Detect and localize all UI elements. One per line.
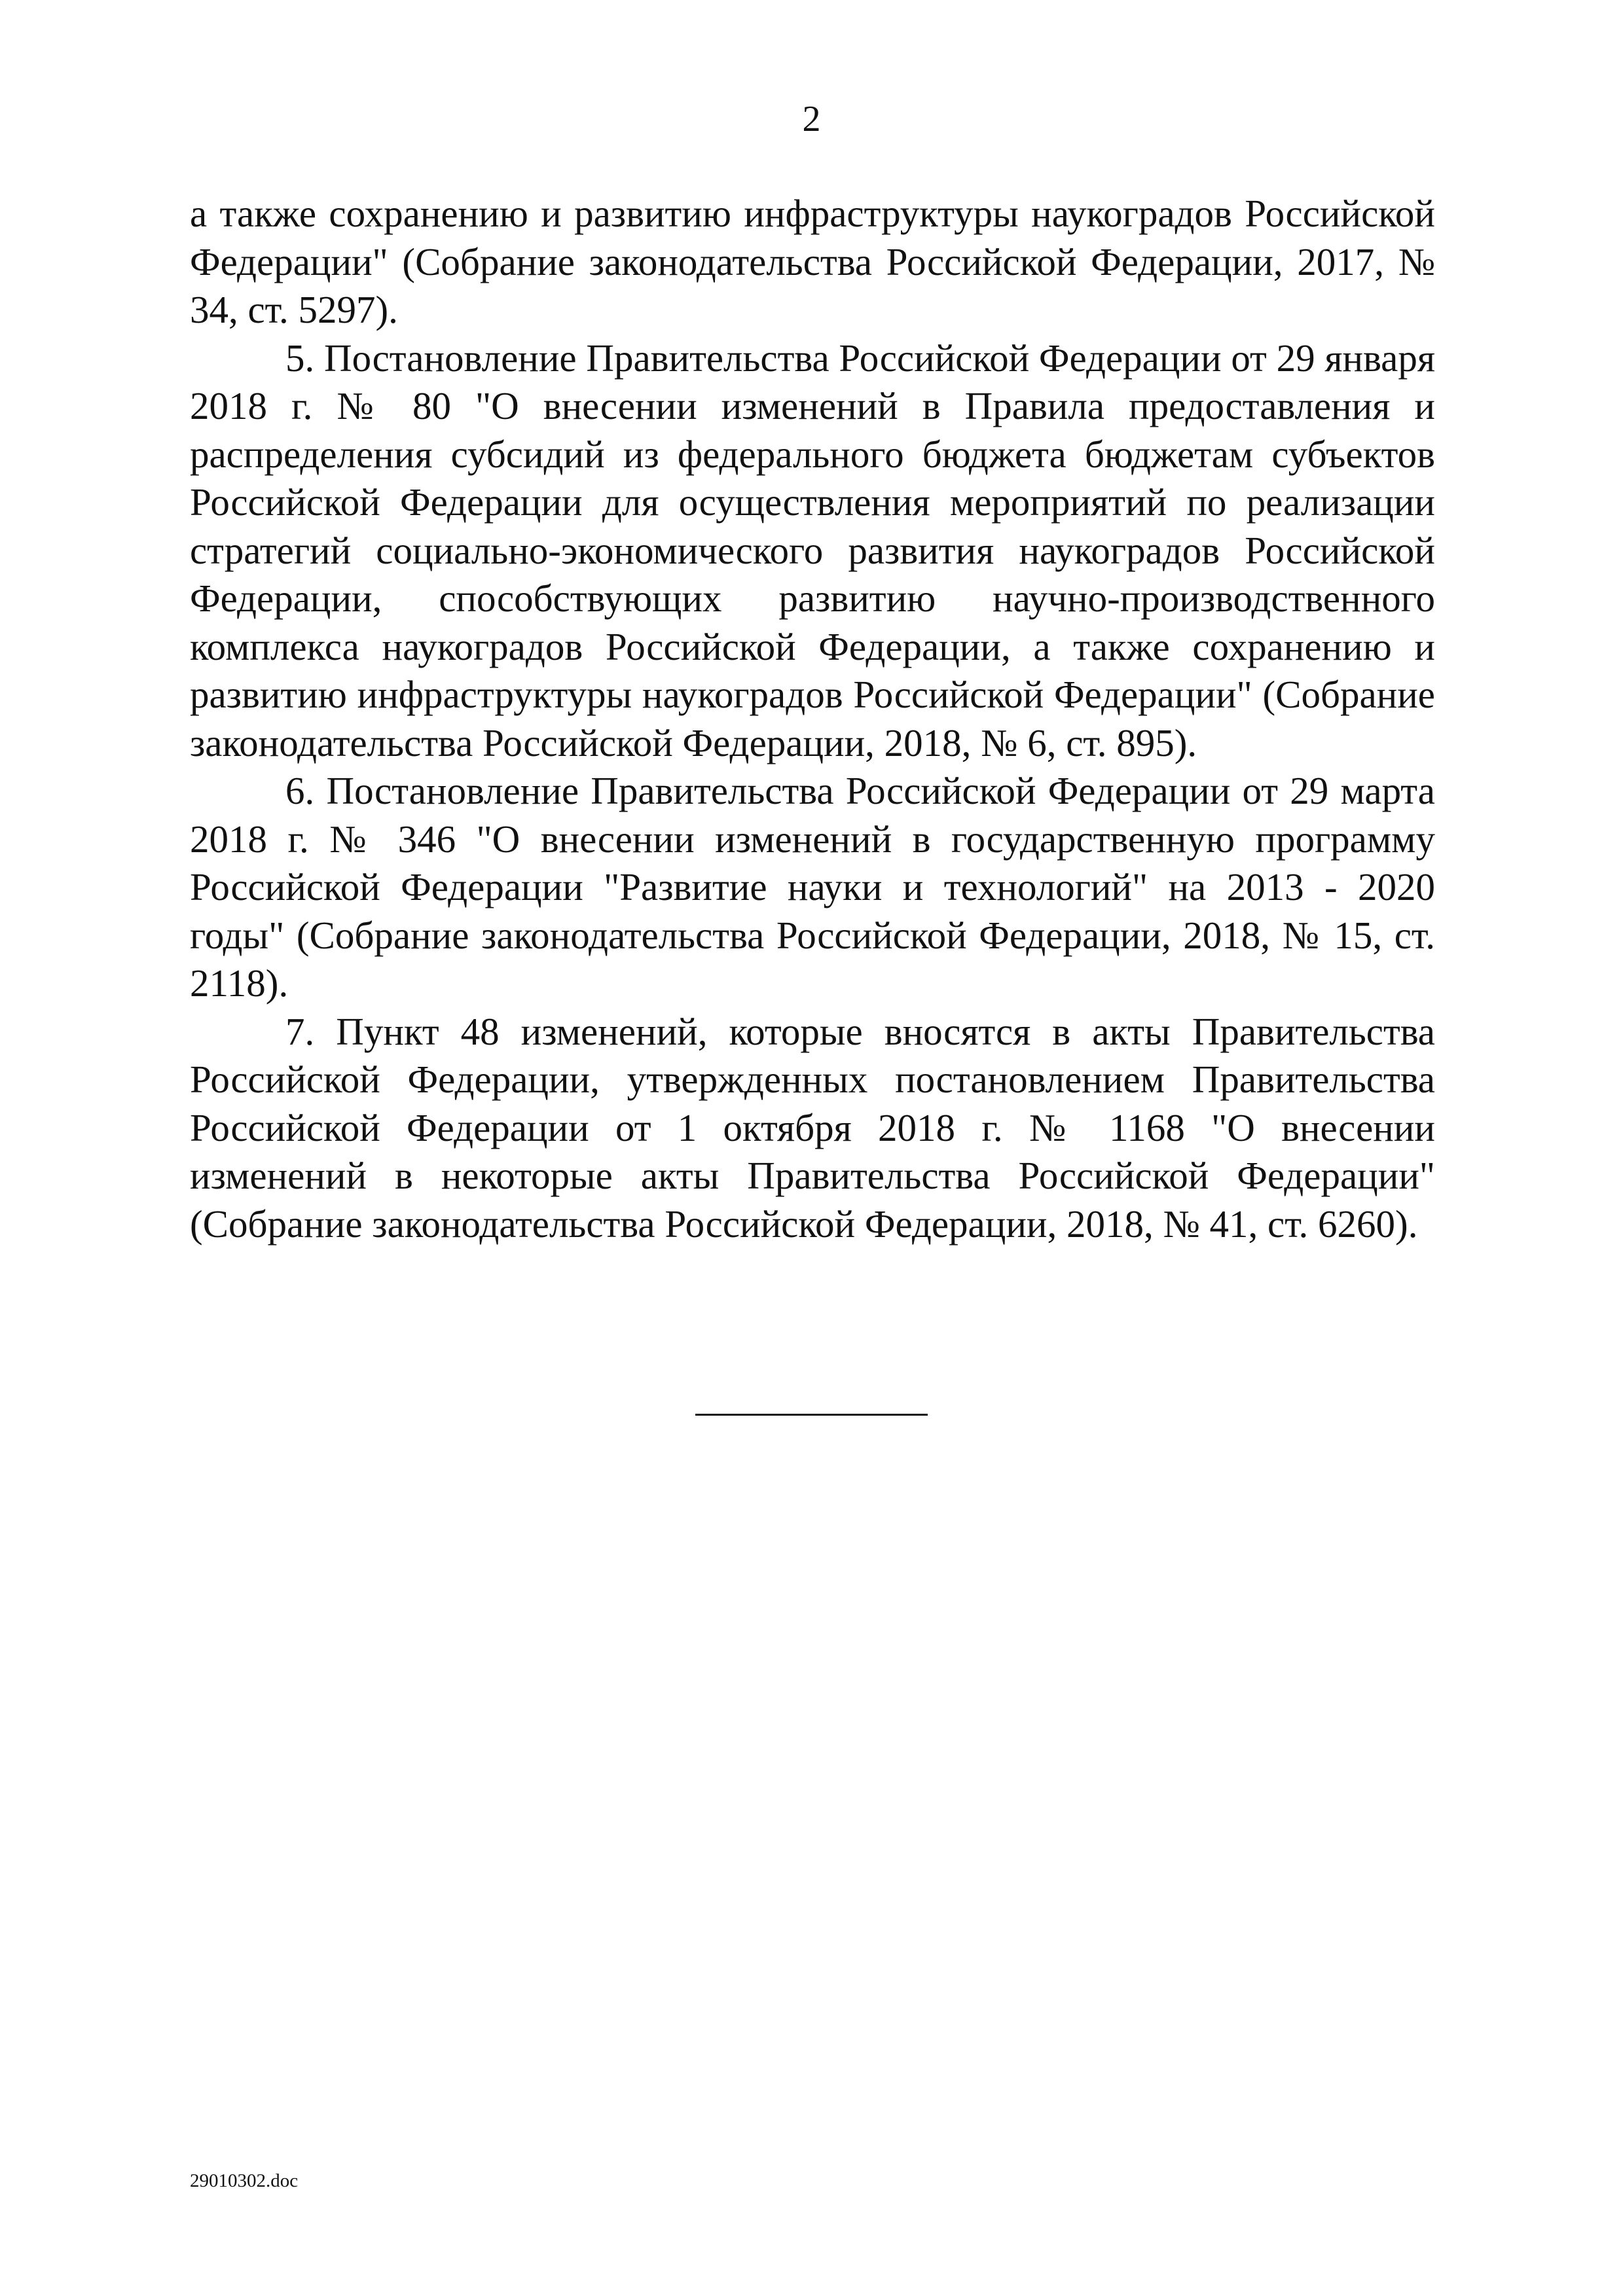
list-item-6: 6. Постановление Правительства Российской Федерации от 29 марта 2018 г. № 346 "О внесении изменений в государственную программу Российской Федерации "Развитие науки и технологий" на 2013 - 2020 годы" (Собрание законодательства Российской Федерации, 2018, № 15, ст. 2118). <box>190 769 1435 1005</box>
list-item-5: 5. Постановление Правительства Российской Федерации от 29 января 2018 г. № 80 "О внесении изменений в Правила предоставления и распределения субсидий из федерального бюджета бюджетам субъектов Российской Федерации для осуществления мероприятий по реализации стратегий социально-экономического развития наукоградов Российской Федерации, способствующих развитию научно-производственного комплекса наукоградов Российской Федерации, а также сохранению и развитию инфраструктуры наукоградов Российской Федерации" (Собрание законодательства Российской Федерации, 2018, № 6, ст. 895). <box>190 336 1435 764</box>
page-number: 2 <box>802 99 821 139</box>
paragraph-continuation: а также сохранению и развитию инфраструктуры наукоградов Российской Федерации" (Собрание законодательства Российской Федерации, 2017, № 34, ст. 5297). <box>190 192 1435 331</box>
document-body <box>190 190 1435 1248</box>
end-divider <box>695 1414 928 1416</box>
list-item-7: 7. Пункт 48 изменений, которые вносятся в акты Правительства Российской Федерации, утвержденных постановлением Правительства Российской Федерации от 1 октября 2018 г. № 1168 "О внесении изменений в некоторые акты Правительства Российской Федерации" (Собрание законодательства Российской Федерации, 2018, № 41, ст. 6260). <box>190 1009 1435 1246</box>
file-code: 29010302.doc <box>190 2170 299 2191</box>
